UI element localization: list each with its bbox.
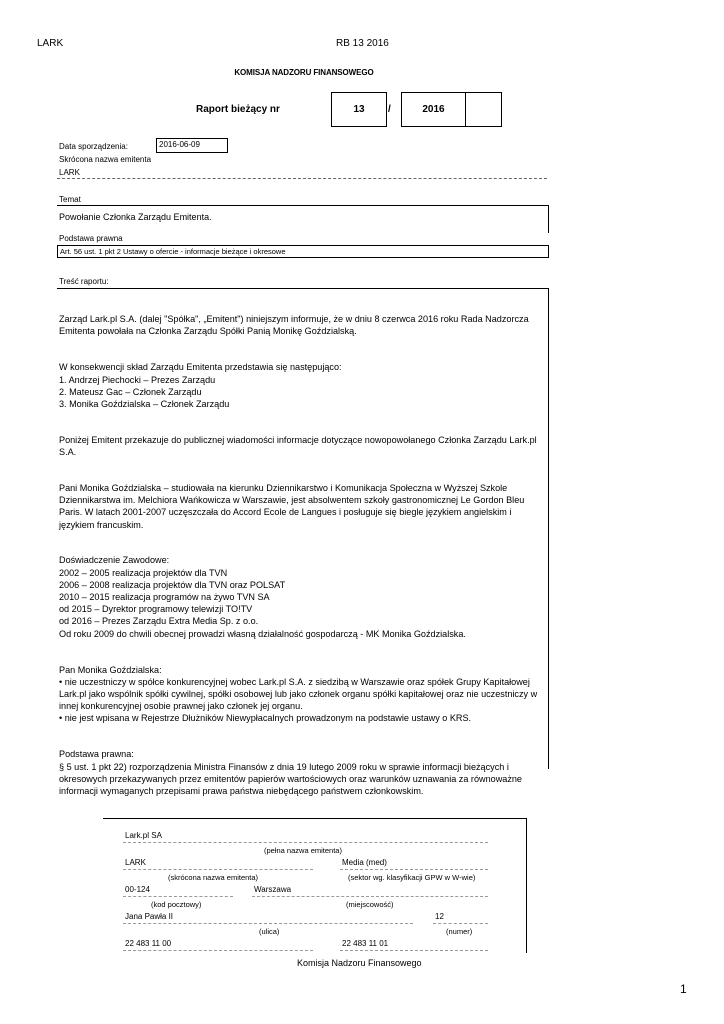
date-label: Data sporządzenia:: [59, 142, 128, 151]
footer-phone: 22 483 11 00: [125, 939, 172, 948]
legal-label: Podstawa prawna: [59, 234, 123, 243]
footer-number: 12: [435, 912, 444, 921]
page-number: 1: [680, 982, 687, 996]
report-separator: /: [388, 104, 391, 115]
divider: [340, 950, 488, 951]
divider: [433, 923, 488, 924]
footer-short-name: LARK: [125, 858, 146, 867]
divider: [123, 842, 488, 843]
footer-city-label: (miejscowość): [346, 900, 394, 909]
footer-city: Warszawa: [254, 885, 292, 894]
report-extra-box: [465, 92, 502, 127]
footer-sector-label: (sektor wg. klasyfikacji GPW w W-wie): [348, 873, 476, 882]
content-label: Treść raportu:: [59, 277, 109, 286]
divider: [123, 923, 413, 924]
body-paragraph: Doświadczenie Zawodowe: 2002 – 2005 realizacja projektów dla TVN 2006 – 2008 realizacja projektów dla TVN oraz POLSAT 2010 – 2015 realizacja programów na żywo TVN SA od 2015 – Dyrektor programowy telewizji TO!TV od 2016 – Prezes Zarządu Extra Media Sp. z o.o. Od roku 2009 do chwili obecnej prowadzi własną działalność gospodarczą - MK Monika Goździalska.: [59, 555, 466, 639]
footer-postal: 00-124: [125, 885, 150, 894]
body-paragraph: Zarząd Lark.pl S.A. (dalej "Spółka", „Emitent") niniejszym informuje, że w dniu 8 czerwca 2016 roku Rada Nadzorcza Emitenta powołała na Członka Zarządu Spółki Panią Monikę Goździalską.: [59, 314, 529, 337]
divider: [123, 869, 313, 870]
report-number: 13: [353, 104, 365, 115]
document-title: KOMISJA NADZORU FINANSOWEGO: [234, 68, 374, 77]
content-box: [57, 288, 549, 796]
header-center: RB 13 2016: [336, 38, 389, 49]
divider: [57, 178, 547, 179]
report-year: 2016: [422, 104, 445, 115]
report-year-box: [401, 92, 466, 127]
body-paragraph: Podstawa prawna: § 5 ust. 1 pkt 22) rozporządzenia Ministra Finansów z dnia 19 lutego 2009 roku w sprawie informacji bieżących i okresowych przekazywanych przez emitentów papierów wartościowych oraz warunków uznawania za równoważne informacji wymaganych przepisami prawa państwa niebędącego państwem członkowskim.: [59, 749, 522, 796]
legal-value: Art. 56 ust. 1 pkt 2 Ustawy o ofercie - informacje bieżące i okresowe: [60, 247, 286, 256]
footer-street: Jana Pawła II: [125, 912, 174, 921]
body-paragraph: W konsekwencji skład Zarządu Emitenta przedstawia się następująco: 1. Andrzej Piechocki – Prezes Zarządu 2. Mateusz Gac – Członek Zarządu 3. Monika Goździalska – Członek Zarządu: [59, 362, 342, 409]
report-body: [59, 301, 547, 821]
topic-box: [57, 205, 549, 233]
divider: [123, 896, 233, 897]
footer-postal-label: (kod pocztowy): [151, 900, 202, 909]
date-value: 2016-06-09: [159, 140, 200, 149]
topic-label: Temat: [59, 195, 81, 204]
footer-org: Komisja Nadzoru Finansowego: [297, 958, 422, 968]
divider: [123, 950, 313, 951]
footer-fax: 22 483 11 01: [342, 939, 389, 948]
header-left: LARK: [37, 38, 64, 49]
footer-full-name-label: (pełna nazwa emitenta): [264, 846, 342, 855]
divider: [340, 869, 488, 870]
divider: [252, 896, 488, 897]
short-name-value: LARK: [59, 168, 80, 177]
body-paragraph: Poniżej Emitent przekazuje do publicznej wiadomości informacje dotyczące nowopowołanego Członka Zarządu Lark.pl S.A.: [59, 434, 537, 458]
date-box: [156, 138, 228, 153]
short-name-label: Skrócona nazwa emitenta: [59, 155, 152, 164]
footer-street-label: (ulica): [259, 927, 280, 936]
footer-sector: Media (med): [342, 858, 387, 867]
body-paragraph: Pani Monika Goździalska – studiowała na kierunku Dziennikarstwo i Komunikacja Społeczna w Wyższej Szkole Dziennikarstwa im. Melchiora Wańkowicza w Warszawie, jest absolwentem szkoły gastronomicznej Le Gordon Bleu Paris. W latach 2001-2007 uczęszczała do Accord Ecole de Langues i posługuje się biegle językiem angielskim i językiem francuskim.: [59, 482, 525, 530]
footer-short-name-label: (skrócona nazwa emitenta): [168, 873, 259, 882]
report-label: Raport bieżący nr: [196, 104, 280, 115]
footer-full-name: Lark.pl SA: [125, 831, 162, 840]
legal-box: [57, 245, 549, 258]
topic-value: Powołanie Członka Zarządu Emitenta.: [59, 212, 212, 222]
body-paragraph: Pan Monika Goździalska: • nie uczestniczy w spółce konkurencyjnej wobec Lark.pl S.A. z siedzibą w Warszawie oraz spółek Grupy Kapitałowej Lark.pl jako wspólnik spółki cywilnej, spółki osobowej lub jako członek organu spółki kapitałowej oraz nie uczestniczy w innej konkurencyjnej osobie prawnej jako członek jej organu. • nie jest wpisana w Rejestrze Dłużników Niewypłacalnych prowadzonym na podstawie ustawy o KRS.: [59, 664, 538, 724]
footer-number-label: (numer): [446, 927, 473, 936]
report-number-box: [331, 92, 387, 127]
